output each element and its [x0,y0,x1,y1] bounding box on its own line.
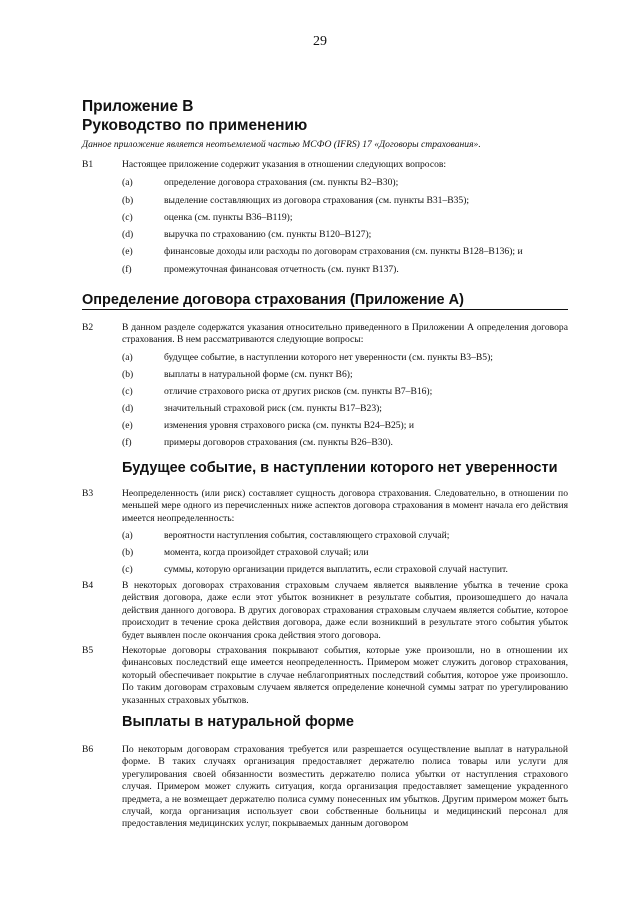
list-item: (a) вероятности наступления события, составляющего страховой случай; [122,530,450,541]
list-item: (e) изменения уровня страхового риска (см. пункты В24–В25); и [122,420,414,431]
list-item: (a) определение договора страхования (см. пункты В2–В30); [122,177,399,188]
paragraph-number: В2 [82,322,94,333]
appendix-intro: Данное приложение является неотъемлемой частью МСФО (IFRS) 17 «Договоры страхования». [82,139,481,150]
paragraph-b2 [82,322,568,347]
paragraph-number: В4 [82,580,94,591]
list-item: (b) выделение составляющих из договора страхования (см. пункты В31–В35); [122,195,470,206]
paragraph-b4 [82,580,568,642]
appendix-title [82,97,307,135]
list-item: (f) промежуточная финансовая отчетность (см. пункт В137). [122,264,399,275]
list-item: (e) финансовые доходы или расходы по договорам страхования (см. пункты В128–В136); и [122,246,523,257]
paragraph-b5 [82,645,568,707]
list-item: (a) будущее событие, в наступлении которого нет уверенности (см. пункты В3–В5); [122,352,493,363]
list-item: (c) суммы, которую организации придется выплатить, если страховой случай наступит. [122,564,508,575]
paragraph-number: В3 [82,488,94,499]
list-item: (f) примеры договоров страхования (см. пункты В26–В30). [122,437,393,448]
section-heading-payments-in-kind: Выплаты в натуральной форме [122,714,354,730]
list-item: (b) выплаты в натуральной форме (см. пункт В6); [122,369,353,380]
page-number: 29 [313,34,327,49]
appendix-title-line2: Руководство по применению [82,117,308,134]
paragraph-text: Неопределенность (или риск) составляет сущность договора страхования. Следовательно, в отношении по меньшей мере одного из перечисленных ниже аспектов договора страхования в момент начала его действия имеется неопределенность: [122,488,568,524]
list-item: (c) оценка (см. пункты В36–В119); [122,212,293,223]
paragraph-number: В6 [82,744,94,755]
paragraph-text: В данном разделе содержатся указания относительно приведенного в Приложении А определения договора страхования. В нем рассматриваются следующие вопросы: [122,322,568,346]
paragraph-b1 [82,159,568,171]
paragraph-number: В5 [82,645,94,656]
list-item: (c) отличие страхового риска от других рисков (см. пункты В7–В16); [122,386,433,397]
paragraph-b6 [82,744,568,831]
section-heading-uncertain-event: Будущее событие, в наступлении которого нет уверенности [122,460,558,476]
appendix-title-line1: Приложение В [82,98,194,115]
section-heading-definition: Определение договора страхования (Приложение А) [82,292,568,310]
paragraph-b3 [82,488,568,525]
paragraph-number: В1 [82,159,94,170]
paragraph-text: Некоторые договоры страхования покрывают события, которые уже произошли, но в отношении их финансовых последствий еще имеется неопределенность. Примером может служить договор страхования, который обеспечивает покрытие в случае неблагоприятных последствий события, которое уже произошло. По таким договорам страховым случаем является определение конечной суммы затрат по урегулированию указанных страховых убытков. [122,645,568,706]
paragraph-text: По некоторым договорам страхования требуется или разрешается осуществление выплат в натуральной форме. В таких случаях организация предоставляет держателю полиса товары или услуги для урегулирования своей обязанности возместить держателю полиса убытки от наступления страхового случая. Примером может служить ситуация, когда организация предоставляет замещение украденного предмета, а не возмещает держателю полиса сумму понесенных им убытков. Другим примером может быть случай, когда организация использует свои собственные больницы и медицинский персонал для предоставления медицинских услуг, покрываемых данным договором [122,744,568,830]
paragraph-text: В некоторых договорах страхования страховым случаем является выявление убытка в течение срока действия договора, даже если этот убыток возникнет в результате события, произошедшего до начала действия данного договора. В других договорах страхования страховым случаем является событие, которое происходит в течение срока действия договора, даже если возникший в результате этого события убыток будет выявлен после окончания срока действия этого договора. [122,580,568,641]
list-item: (d) значительный страховой риск (см. пункты В17–В23); [122,403,382,414]
paragraph-text: Настоящее приложение содержит указания в отношении следующих вопросов: [122,159,447,170]
list-item: (d) выручка по страхованию (см. пункты В120–В127); [122,229,372,240]
list-item: (b) момента, когда произойдет страховой случай; или [122,547,369,558]
